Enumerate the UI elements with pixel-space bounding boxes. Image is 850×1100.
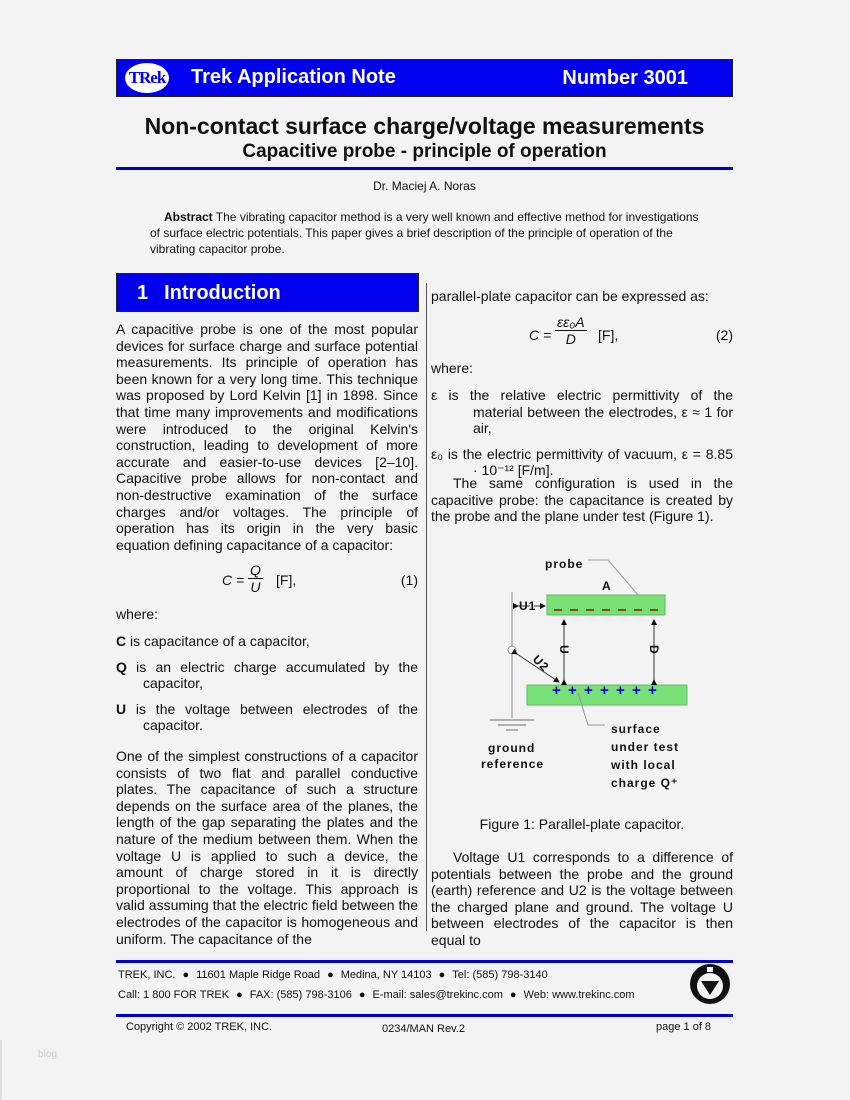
definition-text: is an electric charge accumulated by the capacitor, [126, 658, 418, 692]
footer-contact-line [118, 989, 635, 1001]
intro-paragraph-2: One of the simplest constructions of a capacitor consists of two flat and parallel conductive plates. The capacitance of such a structure depends on the surface area of the planes, the length of the gap separating the plates and the nature of the medium between them. When the voltage U is applied to such a device, the amount of charge stored in it is directly proportional to the voltage. This approach is valid assuming that the electric field between the electrodes of the capacitor is homogeneous and uniform. The capacitance of the [116, 748, 418, 947]
toll-free: Call: 1 800 FOR TREK [118, 989, 230, 1001]
svg-text:+: + [552, 682, 561, 699]
section-heading [116, 273, 419, 312]
label-reference: reference [481, 757, 545, 771]
eq1-fraction [248, 562, 263, 595]
definition-epsilon0 [431, 446, 733, 479]
eq2-denominator: D [565, 331, 576, 347]
svg-text:+: + [600, 682, 609, 699]
column-divider [426, 283, 427, 931]
symbol: U [116, 700, 127, 717]
header-banner [116, 59, 733, 97]
document-subtitle: Capacitive probe - principle of operation [242, 141, 607, 162]
street-address: 11601 Maple Ridge Road [196, 969, 321, 981]
svg-text:+: + [648, 682, 657, 699]
label-u1: U1 [519, 599, 537, 613]
where-label-1: where: [116, 606, 159, 622]
label-ground: ground [488, 741, 536, 755]
definition-text: is capacitance of a capacitor, [126, 633, 310, 649]
eq1-denominator: U [250, 579, 261, 595]
definition-epsilon [431, 387, 733, 437]
document-title: Non-contact surface charge/voltage measurements [144, 113, 705, 139]
page-edge [0, 1040, 2, 1100]
eq1-label: (1) [400, 572, 418, 588]
abstract-text: The vibrating capacitor method is a very well known and effective method for investigations of surface electric potentials. This paper gives a brief description of the principle of operation of the vibrating capacitor probe. [150, 210, 699, 256]
eq1-numerator: Q [250, 562, 261, 578]
intro-paragraph-4: The same configuration is used in the capacitive probe: the capacitance is created by the probe and the plane under test (Figure 1). [431, 475, 733, 525]
probe-plate [547, 595, 665, 615]
author: Dr. Maciej A. Noras [373, 179, 476, 193]
web-link[interactable]: Web: www.trekinc.com [523, 989, 635, 1001]
label-surface: surface [611, 722, 661, 736]
eq2-numerator: εε₀A [557, 314, 585, 330]
trek-logo: TRek [125, 63, 169, 93]
watermark: blog [38, 1049, 57, 1060]
definition-list-2 [431, 387, 733, 488]
label-u: U [557, 645, 571, 655]
label-with-local: with local [611, 758, 676, 772]
eq2-lhs: C = [529, 327, 552, 343]
bullet-icon: ● [182, 969, 190, 981]
symbol: ε [431, 387, 438, 403]
probe-leader-line [588, 560, 638, 595]
label-under-test: under test [611, 740, 680, 754]
bullet-icon: ● [327, 969, 334, 981]
label-area: A [602, 579, 612, 593]
intro-paragraph-1: A capacitive probe is one of the most popular devices for surface charge and surface potential measurements. Its principle of operation has been known for a very long time. This technique was proposed by Lord Kelvin [1] in 1898. Since that time many improvements and modifications were introduced to the original Kelvin's construction, leading to development of more accurate and easier-to-use devices [2–10]. Capacitive probe allows for non-contact and non-destructive examination of the surface charges and/or voltages. The principle of operation has its origin in the very basic equation defining capacitance of a capacitor: [116, 321, 418, 553]
title-divider [116, 167, 733, 170]
definition-list-1 [116, 633, 418, 743]
svg-text:+: + [632, 682, 641, 699]
equation-2 [431, 314, 733, 354]
fax: FAX: (585) 798-3106 [249, 989, 352, 1001]
intro-paragraph-3: parallel-plate capacitor can be expressed as: [431, 288, 709, 304]
footer-address-line [118, 969, 548, 981]
definition-text: is the relative electric permittivity of the material between the electrodes, ε ≈ 1 for air, [437, 387, 733, 437]
eq2-label: (2) [715, 327, 733, 343]
svg-text:+: + [568, 682, 577, 699]
where-label-2: where: [431, 360, 474, 376]
copyright: Copyright © 2002 TREK, INC. [126, 1021, 273, 1033]
symbol: Q [116, 658, 127, 675]
email-link[interactable]: E-mail: sales@trekinc.com [372, 989, 503, 1001]
abstract-label: Abstract [164, 210, 213, 224]
bullet-icon: ● [438, 969, 446, 981]
svg-text:+: + [584, 682, 593, 699]
eq1-unit: [F], [276, 572, 297, 588]
ground-node [508, 646, 516, 654]
figure-caption: Figure 1: Parallel-plate capacitor. [479, 816, 685, 832]
symbol: C [116, 633, 127, 649]
section-title: Introduction [164, 282, 281, 304]
page-number: page 1 of 8 [656, 1021, 712, 1033]
figure-parallel-plate-capacitor [470, 550, 690, 800]
eq2-fraction [555, 314, 587, 347]
note-number: Number 3001 [562, 67, 688, 89]
svg-text:+: + [616, 682, 625, 699]
iso-registered-icon [689, 963, 731, 1005]
footer-divider-bottom [116, 1014, 733, 1017]
definition-Q [116, 659, 418, 692]
city-address: Medina, NY 14103 [340, 969, 432, 981]
abstract [150, 209, 702, 257]
eq2-unit: [F], [598, 327, 619, 343]
label-probe: probe [545, 557, 584, 571]
intro-paragraph-5: Voltage U1 corresponds to a difference of potentials between the probe and the ground (earth) reference and U2 is the voltage between the charged plane and ground. The voltage U between electrodes of the capacitor is then equal to [431, 849, 733, 948]
company-name: TREK, INC. [118, 969, 176, 981]
footer-divider-top [116, 960, 733, 963]
label-d: D [647, 645, 661, 655]
bullet-icon: ● [358, 989, 366, 1001]
eq1-lhs: C = [222, 572, 245, 588]
document-code: 0234/MAN Rev.2 [382, 1023, 465, 1035]
definition-C [116, 633, 418, 650]
equation-1 [116, 562, 418, 598]
bullet-icon: ● [236, 989, 243, 1001]
definition-U [116, 701, 418, 734]
telephone: Tel: (585) 798-3140 [452, 969, 548, 981]
header-title: Trek Application Note [191, 66, 396, 88]
definition-text: is the electric permittivity of vacuum, ε = 8.85 · 10⁻¹² [F/m]. [443, 445, 733, 479]
label-u2: U2 [529, 652, 553, 675]
label-charge: charge Q⁺ [611, 776, 679, 790]
symbol: ε₀ [431, 445, 444, 462]
definition-text: is the voltage between electrodes of the capacitor. [126, 700, 418, 734]
bullet-icon: ● [509, 989, 517, 1001]
section-number: 1 [137, 282, 149, 304]
